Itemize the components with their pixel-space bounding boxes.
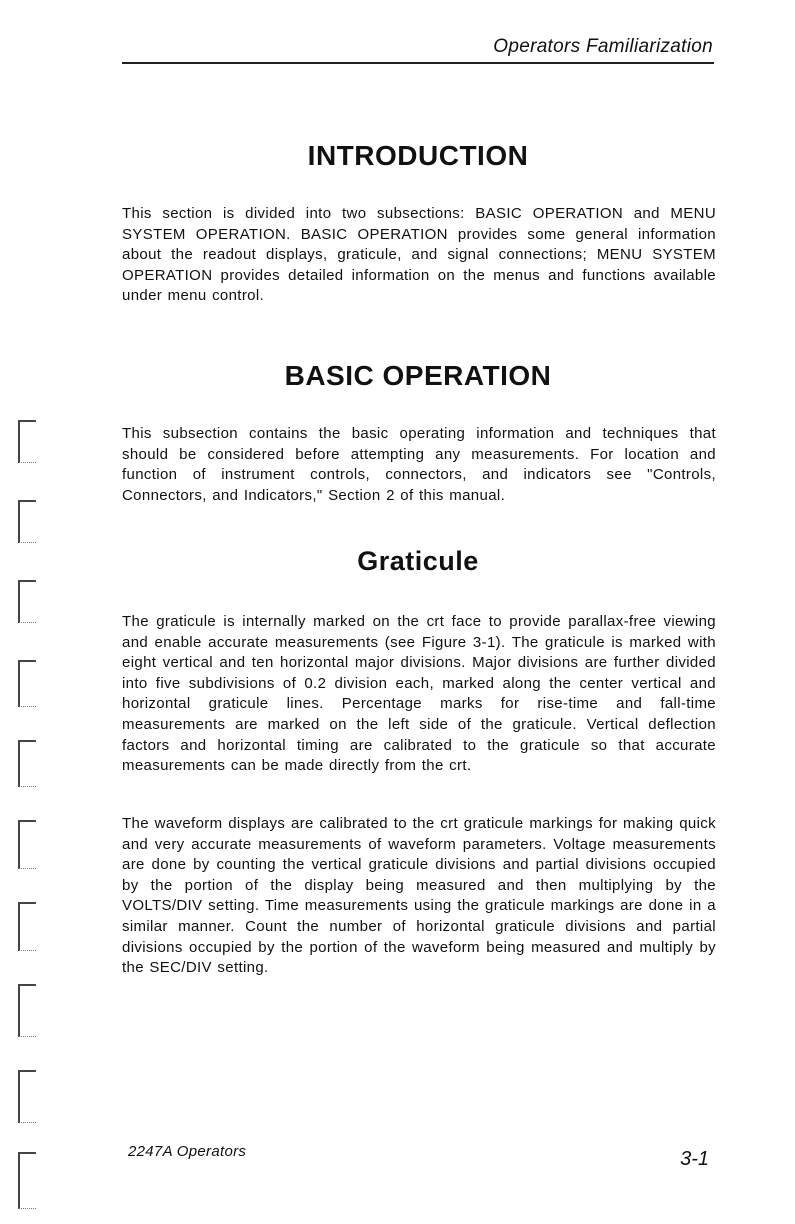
graticule-paragraph-1: The graticule is internally marked on the crt face to provide parallax-free viewing and enable accurate measurements (see Figure 3-1). The graticule is marked with eight vertical and ten horizontal major divisions. Major divisions are further divided into five subdivisions of 0.2 division each, marked along the center vertical and horizontal graticule lines. Percentage marks for rise-time and fall-time measurements are marked on the left side of the graticule. Vertical deflection factors and horizontal timing are calibrated to the graticule so that accurate measurements can be made directly from the crt. <box>122 613 716 775</box>
binding-mark <box>18 420 36 463</box>
footer-manual-title: 2247A Operators <box>128 1143 247 1160</box>
binding-mark <box>18 740 36 787</box>
binding-mark <box>18 984 36 1037</box>
binding-mark <box>18 500 36 543</box>
basic-operation-heading: BASIC OPERATION <box>284 360 552 391</box>
binding-holes <box>18 80 42 1210</box>
binding-mark <box>18 1152 36 1209</box>
basic-operation-paragraph: This subsection contains the basic operating information and techniques that should be considered before attempting any measurements. For location and function of instrument controls, connectors, and indicators see "Controls, Connectors, and Indicators," Section 2 of this manual. <box>122 425 716 504</box>
footer-page-number: 3-1 <box>680 1148 709 1170</box>
binding-mark <box>18 580 36 623</box>
introduction-heading: INTRODUCTION <box>307 140 529 171</box>
binding-mark <box>18 660 36 707</box>
binding-mark <box>18 902 36 951</box>
graticule-heading: Graticule <box>357 546 479 576</box>
running-head: Operators Familiarization <box>493 36 713 57</box>
graticule-paragraph-2: The waveform displays are calibrated to the crt graticule markings for making quick and very accurate measurements of waveform parameters. Voltage measurements are done by counting the vertical graticule divisions and partial divisions occupied by the portion of the display being measured and then multiplying by the VOLTS/DIV setting. Time measurements using the graticule markings are done in a similar manner. Count the number of horizontal graticule divisions and partial divisions occupied by the portion of the waveform being measured and multiply by the SEC/DIV setting. <box>122 815 716 977</box>
introduction-paragraph: This section is divided into two subsections: BASIC OPERATION and MENU SYSTEM OPERATION. BASIC OPERATION provides some general information about the readout displays, graticule, and signal connections; MENU SYSTEM OPERATION provides detailed information on the menus and functions available under menu control. <box>122 205 716 305</box>
binding-mark <box>18 820 36 869</box>
binding-mark <box>18 1070 36 1123</box>
header-rule <box>122 62 714 64</box>
